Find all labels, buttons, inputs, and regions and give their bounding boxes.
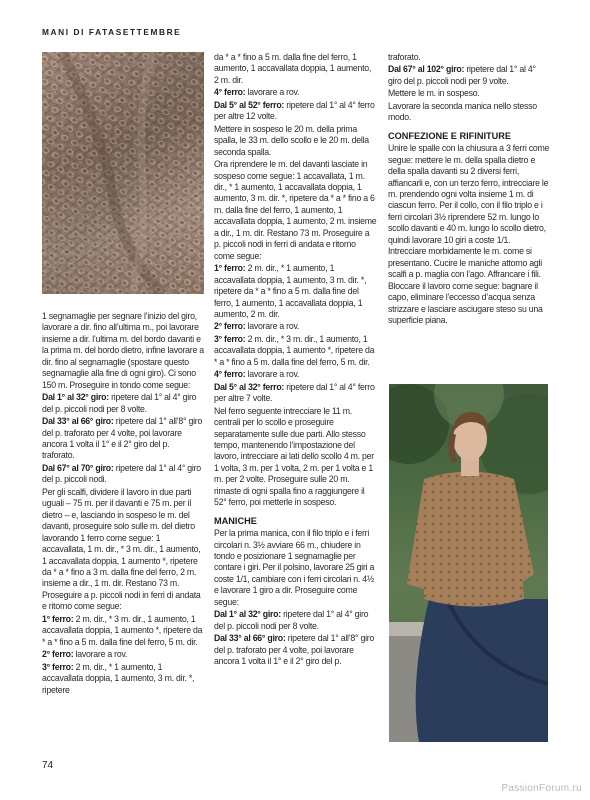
watermark: PassionForum.ru: [501, 783, 582, 794]
step-label: 1° ferro:: [42, 613, 74, 624]
step-label: 2° ferro:: [42, 649, 74, 660]
text-column-2: [214, 52, 377, 669]
paragraph: traforato.: [388, 52, 421, 62]
magazine-name: MANI DI FATA: [42, 27, 116, 37]
knit-detail-photo: [42, 52, 204, 294]
model-illustration: [389, 384, 548, 742]
step-text: ripetere dal 1° al 4° giro del p. piccoli nodi per 9 volte.: [388, 64, 536, 86]
paragraph: [214, 100, 377, 123]
paragraph: Mettere le m. in sospeso.: [388, 88, 480, 99]
paragraph: da * a * fino a 5 m. dalla fine del ferro, 1 aumento, 1 accavallata doppia, 1 aumento, 2 m. dir.: [214, 52, 372, 85]
paragraph: [214, 633, 377, 667]
step-text: 2 m. dir., * 3 m. dir., 1 aumento, 1 accavallata doppia, 1 aumento *, ripetere da * a * fino a 5 m. dalla fine del ferro, 5 m. dir.: [214, 333, 375, 367]
paragraph: [42, 649, 204, 660]
paragraph: [42, 416, 204, 462]
paragraph: [214, 87, 377, 98]
paragraph: Nel ferro seguente intrecciare le 11 m. centrali per lo scollo e proseguire separatamente sulle due parti. Allo stesso tempo, mantenendo l’impostazione del lavoro, intrecciare ai lati dello scollo 4 m. per 1 volta, 3 m. per 1 volta, 2 m. per 1 volta e 1 m. per 2 volte. Proseguire sulle 20 m. rimaste di ogni spalla fino a raggiungere il 52° ferro, poi metterle in sospeso.: [214, 405, 374, 508]
step-label: 2° ferro:: [214, 321, 246, 332]
paragraph: Ora riprendere le m. del davanti lasciate in sospeso come segue: 1 accavallata, 1 m. dir., * 1 aumento, 1 accavallata doppia, 1 aumento, 3 m. dir. *, ripetere da * a * fino a 6 m. dalla fine del ferro, 1 aumento, 1 accavallata doppia, 1 aumento, 2 m. insieme a dir., 1 m. dir. Restano 73 m. Proseguire a p. piccoli nodi in ferri di andata e ritorno come segue:: [214, 159, 377, 261]
step-text: ripetere dal 1° all’8° giro del p. traforato per 4 volte, poi lavorare ancora 1 volta il 1° e il 2° giro del p.: [214, 633, 375, 667]
step-label: 4° ferro:: [214, 369, 246, 380]
step-label: Dal 1° al 32° giro:: [214, 609, 281, 620]
step-label: Dal 1° al 32° giro:: [42, 392, 109, 403]
text-column-3: [388, 52, 550, 327]
paragraph: [42, 463, 204, 486]
section-heading-confezione: CONFEZIONE E RIFINITURE: [388, 130, 512, 141]
paragraph: [214, 609, 377, 632]
paragraph: [214, 263, 377, 320]
paragraph: [42, 614, 204, 648]
text-column-1: [42, 311, 204, 697]
paragraph: Lavorare la seconda manica nello stesso modo.: [388, 100, 537, 123]
paragraph: [214, 369, 377, 380]
step-label: Dal 67° al 102° giro:: [388, 64, 465, 75]
paragraph: [42, 662, 204, 696]
step-label: Dal 5° al 32° ferro:: [214, 381, 285, 392]
paragraph: Unire le spalle con la chiusura a 3 ferri come segue: mettere le m. della spalla dietro e della spalla davanti su 2 diversi ferri, affiancarli e, con un terzo ferro, intrecciare le m. prendendo ogni volta insieme 1 m. di ciascun ferro. Per il collo, con il filo triplo e i ferri circolari 3½ riprendere 52 m. lungo lo scollo davanti e 40 m. lungo lo scollo dietro, quindi lavorare 10 giri a coste 1/1. Intrecciare morbidamente le m. come si presentano. Cucire le maniche attorno agli scalfi a p. maglia con l’ago. Affrancare i fili. Bloccare il lavoro come segue: bagnare il capo, eliminare l’eccesso d’acqua senza strizzare e lasciare asciugare steso su una superficie piana.: [388, 143, 550, 325]
step-text: ripetere dal 1° al 4° ferro per altre 12 volte.: [214, 99, 375, 122]
paragraph: [388, 64, 550, 87]
step-label: Dal 67° al 70° giro:: [42, 462, 114, 473]
paragraph: [214, 321, 377, 332]
step-text: ripetere dal 1° al 4° giro del p. piccoli nodi per 8 volte.: [214, 609, 369, 631]
paragraph: [214, 334, 377, 368]
model-photo: [389, 384, 548, 742]
step-label: 3° ferro:: [42, 661, 74, 672]
paragraph: Mettere in sospeso le 20 m. della prima spalla, le 33 m. dello scollo e le 20 m. della seconda spalla.: [214, 123, 369, 157]
paragraph: Per gli scalfi, dividere il lavoro in due parti uguali – 75 m. per il davanti e 75 m. per il dietro – e, lasciando in sospeso le m. del davanti, proseguire solo sulle m. del dietro lavorando 1 ferro come segue: 1 accavallata, 1 m. dir., * 3 m. dir., 1 aumento, 1 accavallata doppia, 1 aumento *, ripetere da * a * fino a 3 m. dalla fine del ferro, 2 m. insieme a dir., 1 m. dir. Restano 73 m. Proseguire a p. piccoli nodi in ferri di andata e ritorno come segue:: [42, 486, 201, 612]
step-text: ripetere dal 1° al 4° giro del p. piccoli nodi per 8 volte.: [42, 392, 197, 414]
step-label: 3° ferro:: [214, 333, 246, 344]
paragraph: Per la prima manica, con il filo triplo e i ferri circolari n. 3½ avviare 66 m., chiudere in tondo e posizionare 1 segnamaglie per contare i giri. Per il polsino, lavorare 25 giri a coste 1/1, cambiare con i ferri circolari n. 4½ e lavorare 1 giro a dir. Proseguire come segue:: [214, 528, 375, 607]
step-text: lavorare a rov.: [245, 369, 300, 380]
month-name: SETTEMBRE: [115, 27, 182, 37]
step-label: Dal 5° al 52° ferro:: [214, 99, 285, 110]
step-text: lavorare a rov.: [73, 649, 128, 660]
paragraph: [42, 392, 204, 415]
step-text: ripetere dal 1° al 4° ferro per altre 7 volte.: [214, 381, 375, 404]
step-text: lavorare a rov.: [245, 87, 300, 98]
paragraph: [214, 382, 377, 405]
step-text: 2 m. dir., * 1 aumento, 1 accavallata doppia, 1 aumento, 3 m. dir. *, ripetere: [42, 661, 195, 695]
step-text: ripetere dal 1° al 4° giro del p. piccoli nodi.: [42, 462, 201, 485]
step-text: 2 m. dir., * 1 aumento, 1 accavallata doppia, 1 aumento, 3 m. dir. *, ripetere da * a * fino a 5 m. dalla fine del ferro, 1 aumento, 1 accavallata doppia, 1 aumento, 2 m. dir.: [214, 263, 367, 319]
section-heading-maniche: MANICHE: [214, 515, 257, 526]
step-text: lavorare a rov.: [245, 321, 300, 332]
step-text: 2 m. dir., * 3 m. dir., 1 aumento, 1 accavallata doppia, 1 aumento *, ripetere da * a * fino a 5 m. dalla fine del ferro, 5 m. dir.: [42, 613, 203, 647]
paragraph: 1 segnamaglie per segnare l’inizio del giro, lavorare a dir. fino all’ultima m., poi lavorare insieme a dir. l’ultima m. del bordo davanti e la prima m. del bordo dietro, infine lavorare a dir. fino al segnamaglie (spostare questo segnamaglie alla fine di ogni giro). Ci sono 150 m. Proseguire in tondo come segue:: [42, 311, 204, 390]
running-header: [42, 27, 181, 37]
knit-texture-illustration: [42, 52, 204, 294]
step-text: ripetere dal 1° all’8° giro del p. traforato per 4 volte, poi lavorare ancora 1 volta il 1° e il 2° giro del p. traforato.: [42, 416, 203, 461]
step-label: 1° ferro:: [214, 263, 246, 274]
step-label: Dal 33° al 66° giro:: [214, 633, 286, 644]
page-number: 74: [42, 760, 54, 771]
step-label: 4° ferro:: [214, 87, 246, 98]
step-label: Dal 33° al 66° giro:: [42, 416, 114, 427]
